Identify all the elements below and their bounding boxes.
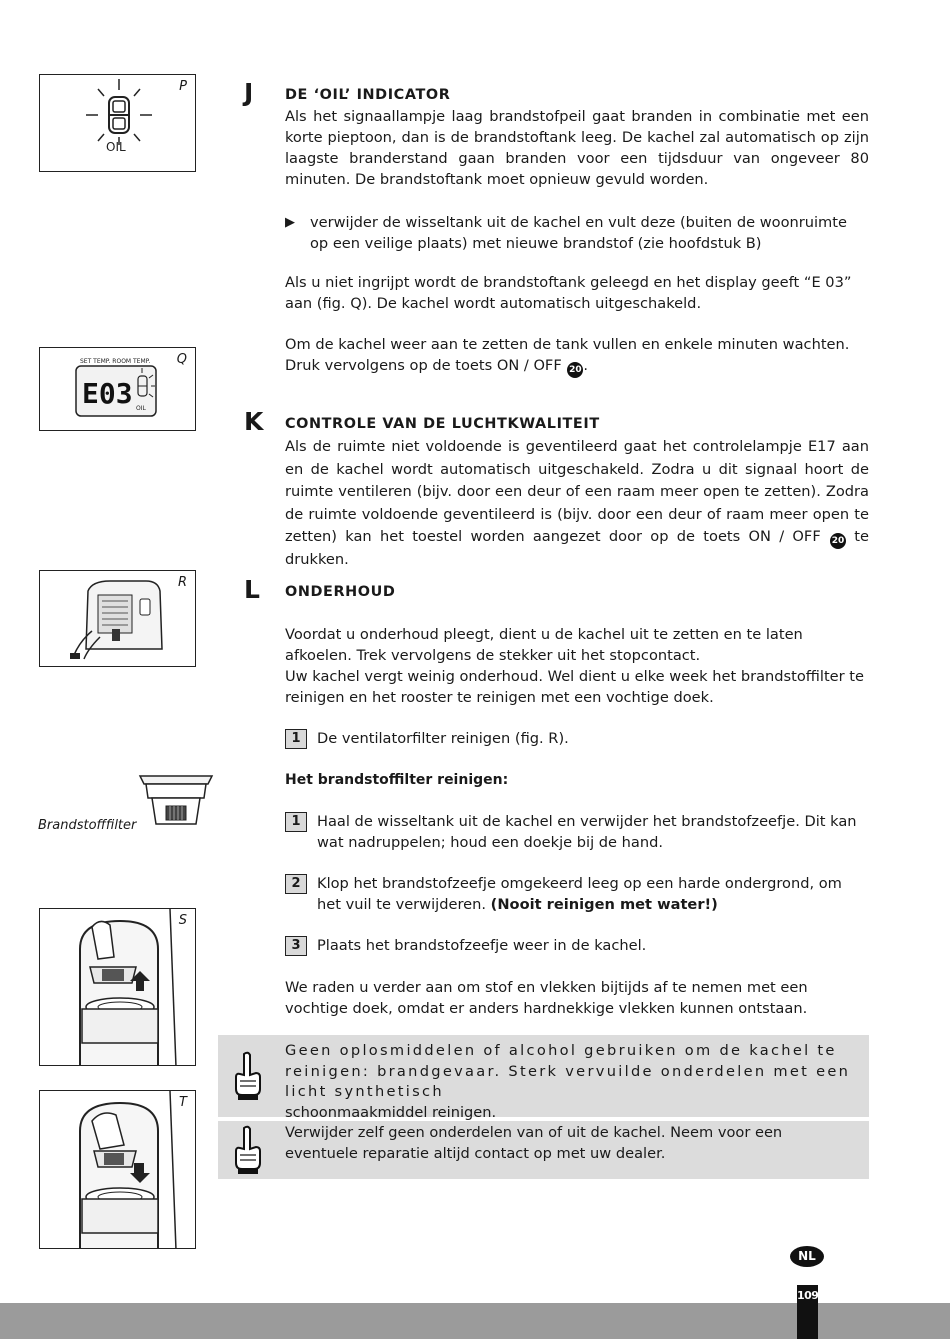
warning-text-spaced: Geen oplosmiddelen of alcohol gebruiken om de kachel te reinigen: brandgevaar. Sterk vervuilde onderdelen met een licht synthetisch [285, 1042, 851, 1100]
warning-text: Verwijder zelf geen onderdelen van of uit de kachel. Neem voor een eventuele reparatie altijd contact op met uw dealer. [285, 1124, 783, 1162]
filter-step-3 [285, 935, 869, 956]
heater-rear-icon [40, 571, 196, 667]
display-e03-icon [40, 348, 196, 431]
air-quality-paragraph [285, 436, 869, 572]
section-letter-l: L [244, 575, 260, 604]
on-off-button-ref-icon: 20 [830, 533, 846, 549]
figure-r-heater-back [39, 570, 196, 667]
figure-letter: S [178, 913, 187, 928]
oil-label: OIL [106, 140, 126, 154]
oil-paragraph-3 [285, 334, 869, 378]
oil-label: OIL [136, 405, 146, 412]
figure-t-tap-filter [39, 1090, 196, 1249]
display-label: SET TEMP. ROOM TEMP. [80, 358, 151, 365]
section-title-l: ONDERHOUD [285, 584, 396, 600]
section-letter-j: J [244, 78, 254, 107]
oil-paragraph-3-text: Om de kachel weer aan te zetten de tank vullen en enkele minuten wachten. Druk vervolgens op de toets ON / OFF [285, 336, 850, 374]
tap-filter-icon [40, 1091, 196, 1249]
pointing-hand-icon [228, 1051, 268, 1101]
pointing-hand-icon [228, 1125, 268, 1175]
maintenance-paragraph-3: We raden u verder aan om stof en vlekken bijtijds af te nemen met een vochtige doek, omdat er anders hardnekkige vlekken kunnen ontstaan. [285, 979, 808, 1017]
step-number: 2 [285, 874, 307, 894]
maintenance-paragraph-2: Uw kachel vergt weinig onderhoud. Wel dient u elke week het brandstoffilter te reinigen en het rooster te reinigen met een vochtige doek. [285, 668, 865, 706]
air-quality-text-end: te drukken. [285, 528, 869, 568]
step-number: 1 [285, 729, 307, 749]
section-title-j: DE ‘OIL’ INDICATOR [285, 87, 451, 103]
oil-paragraph-1: Als het signaallampje laag brandstofpeil gaat branden in combinatie met een korte pieptoon, dan is de brandstoftank leeg. De kachel zal automatisch op zijn laagste branderstand gaan branden voor een tijdsduur van ongeveer 80 minuten. De brandstoftank moet opnieuw gevuld worden. [285, 108, 869, 188]
maintenance-paragraph-1: Voordat u onderhoud pleegt, dient u de kachel uit te zetten en te laten afkoelen. Trek vervolgens de stekker uit het stopcontact. [285, 626, 803, 664]
fuel-filter-icon [138, 772, 214, 830]
bullet-arrow-icon: ▶ [285, 215, 295, 230]
figure-letter: T [179, 1095, 187, 1110]
figure-letter: Q [176, 352, 187, 367]
filter-step-1 [285, 811, 869, 853]
step-text: Haal de wisseltank uit de kachel en verwijder het brandstofzeefje. Dit kan wat nadruppelen; houd een doekje bij de hand. [317, 813, 857, 851]
bullet-text: verwijder de wisseltank uit de kachel en vult deze (buiten de woonruimte op een veilige plaats) met nieuwe brandstof (zie hoofdstuk B) [310, 214, 847, 252]
figure-letter: R [177, 575, 187, 590]
oil-paragraph-3-end: . [583, 357, 589, 374]
step-text: Plaats het brandstofzeefje weer in de kachel. [317, 937, 647, 954]
oil-lamp-icon [40, 75, 196, 172]
language-badge: NL [790, 1246, 824, 1267]
on-off-button-ref-icon: 20 [567, 362, 583, 378]
step-text: De ventilatorfilter reinigen (fig. R). [317, 730, 569, 747]
figure-letter: P [179, 79, 187, 94]
vent-filter-step [285, 728, 869, 749]
page-number: 109 [797, 1285, 818, 1339]
warning-box-solvents [218, 1035, 869, 1121]
warning-box-dealer [218, 1121, 869, 1179]
warning-text [285, 1041, 851, 1123]
section-letter-k: K [244, 407, 264, 436]
filter-caption: Brandstofffilter [38, 818, 137, 833]
filter-step-2 [285, 873, 869, 915]
remove-filter-icon [40, 909, 196, 1066]
air-quality-text: Als de ruimte niet voldoende is geventileerd gaat het controlelampje E17 aan en de kachel wordt automatisch uitgeschakeld. Zodra u dit signaal hoort de ruimte ventileren (bijv. door een deur of een raam meer open te zetten). Zodra de ruimte voldoende geventileerd is (bijv. door een deur of raam meer open te zetten) kan het toestel worden aangezet door op de toets ON / OFF [285, 438, 869, 545]
oil-paragraph-2: Als u niet ingrijpt wordt de brandstoftank geleegd en het display geeft “E 03” aan (fig. Q). De kachel wordt automatisch uitgeschakeld. [285, 274, 852, 312]
step-warning-text: (Nooit reinigen met water!) [490, 896, 718, 913]
figure-s-remove-filter [39, 908, 196, 1066]
display-code: E03 [82, 377, 133, 410]
figure-p-oil-indicator [39, 74, 196, 172]
section-title-k: CONTROLE VAN DE LUCHTKWALITEIT [285, 416, 600, 432]
warning-text-end: schoonmaakmiddel reinigen. [285, 1103, 497, 1121]
step-number: 1 [285, 812, 307, 832]
step-text: Klop het brandstofzeefje omgekeerd leeg op een harde ondergrond, om het vuil te verwijderen. [317, 875, 842, 913]
figure-q-display [39, 347, 196, 431]
filter-heading: Het brandstoffilter reinigen: [285, 772, 509, 788]
refill-bullet [285, 212, 869, 254]
step-number: 3 [285, 936, 307, 956]
